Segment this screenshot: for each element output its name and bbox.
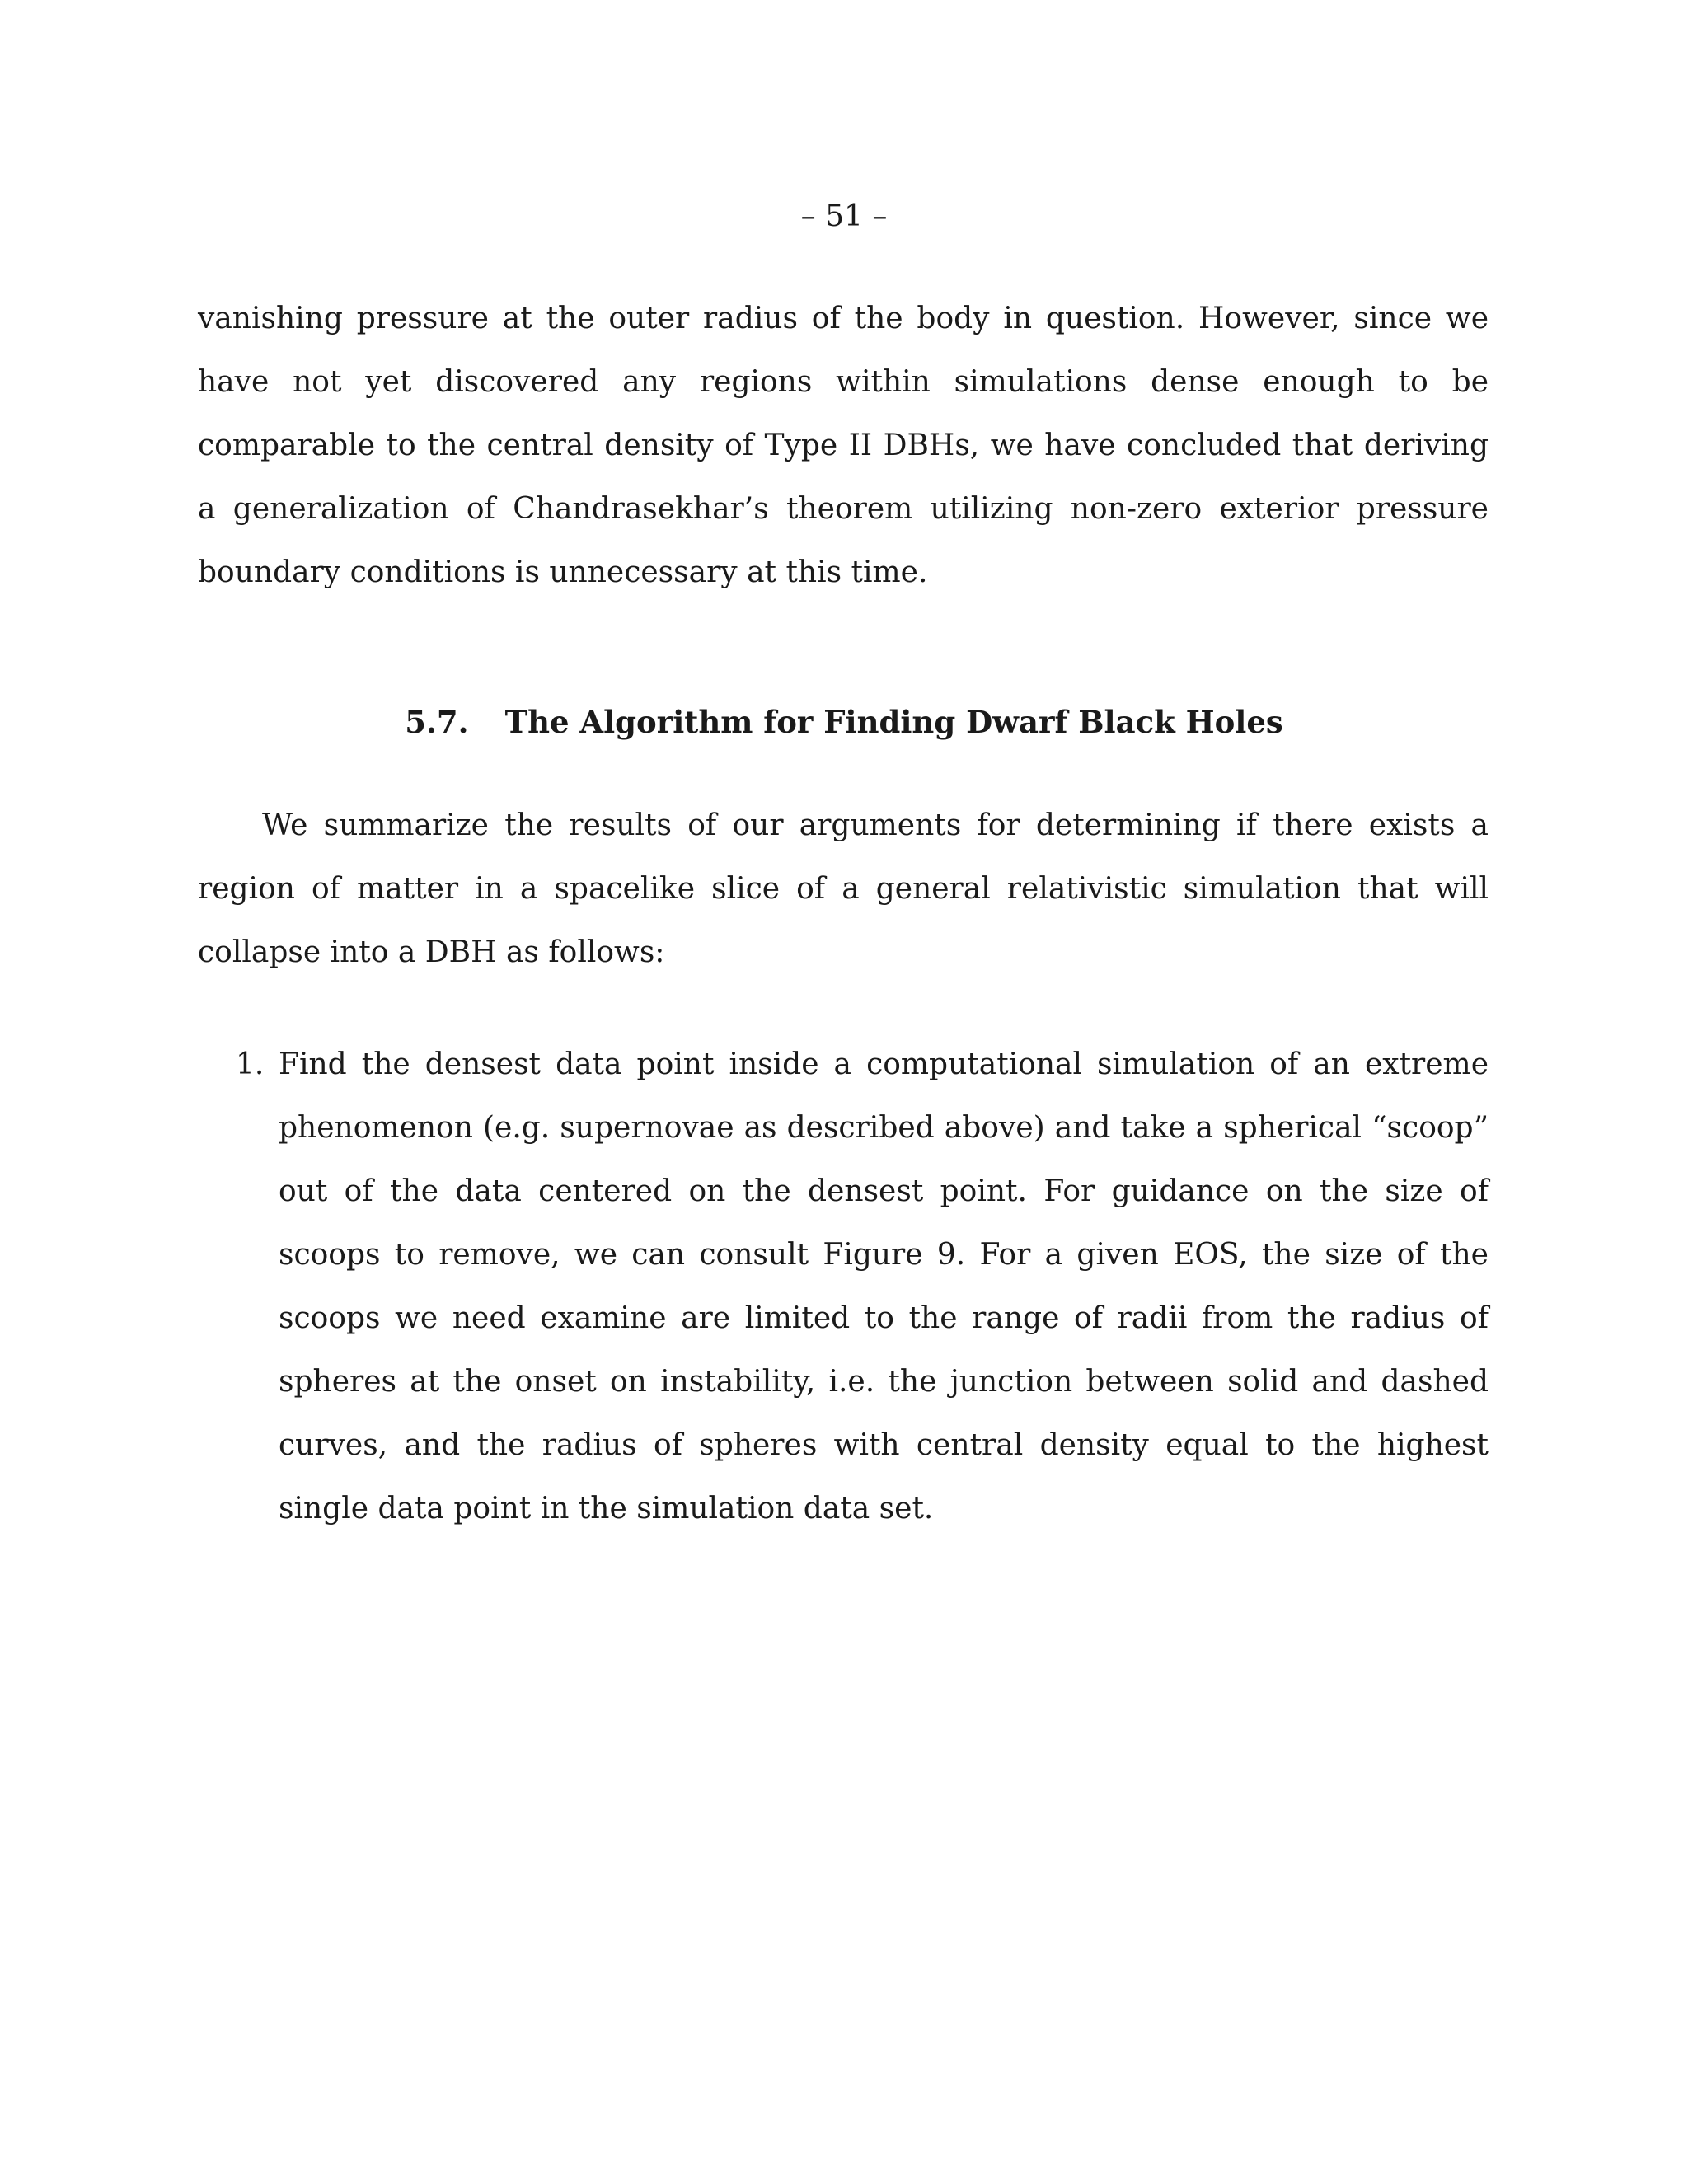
- list-item-marker: 1.: [236, 1047, 265, 1081]
- algorithm-steps-list: [198, 1033, 1489, 1540]
- section-title: The Algorithm for Finding Dwarf Black Holes: [504, 704, 1283, 740]
- paragraph-summary: We summarize the results of our arguments for determining if there exists a region of matter in a spacelike slice of a general relativistic simulation that will collapse into a DBH as follows:: [198, 808, 1489, 969]
- paragraph-continuation: vanishing pressure at the outer radius of the body in question. However, since we have not yet discovered any regions within simulations dense enough to be comparable to the central density of Type II DBHs, we have concluded that deriving a generalization of Chandrasekhar’s theorem utilizing non-zero exterior pressure boundary conditions is unnecessary at this time.: [198, 302, 1489, 589]
- list-item: [198, 1033, 1489, 1540]
- section-heading: [0, 697, 1688, 747]
- list-item-text: Find the densest data point inside a computational simulation of an extreme phenomenon (e.g. supernovae as described above) and take a spherical “scoop” out of the data centered on the densest point. For guidance on the size of scoops to remove, we can consult Figure 9. For a given EOS, the size of the scoops we need examine are limited to the range of radii from the radius of spheres at the onset on instability, i.e. the junction between solid and dashed curves, and the radius of spheres with central density equal to the highest single data point in the simulation data set.: [279, 1047, 1489, 1526]
- section-number: 5.7.: [405, 704, 469, 740]
- page-number: – 51 –: [800, 199, 888, 233]
